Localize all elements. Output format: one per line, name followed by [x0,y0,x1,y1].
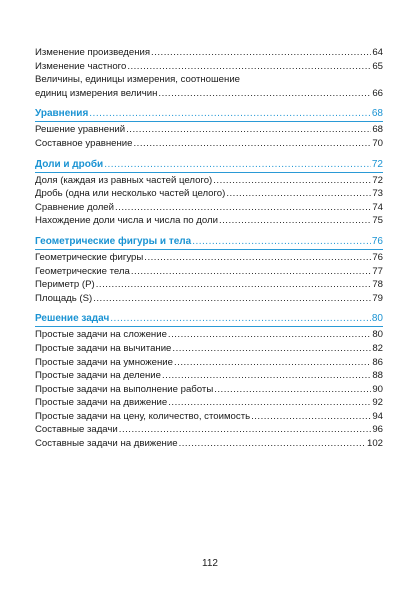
dot-leader [158,87,371,101]
toc-entry[interactable] [35,46,383,60]
dot-leader [131,265,371,279]
toc-entry[interactable] [35,278,383,292]
toc-entry-title: Доля (каждая из равных частей целого) [35,174,213,186]
toc-entry-title: Периметр (P) [35,279,95,291]
toc-entry-title-line1: Величины, единицы измерения, соотношение [35,74,241,86]
toc-entry-page: 74 [372,201,383,213]
toc-entry[interactable] [35,369,383,383]
toc-entry[interactable] [35,342,383,356]
toc-entry-page: 72 [372,174,383,186]
toc-entry-title: Простые задачи на цену, количество, стоимость [35,410,251,422]
toc-entry-page: 79 [372,292,383,304]
toc-entry[interactable] [35,251,383,265]
toc-entry-title: Составные задачи [35,424,118,436]
toc-entry[interactable] [35,423,383,437]
toc-entry[interactable] [35,60,383,74]
toc-entry-page: 77 [372,265,383,277]
toc-entry[interactable] [35,328,383,342]
toc-entry-page: 82 [372,342,383,354]
section-heading-equations[interactable] [35,106,383,122]
toc-entry [35,87,383,101]
toc-entry[interactable] [35,383,383,397]
toc-entry-title: Геометрические фигуры [35,251,144,263]
section-heading-geometry[interactable] [35,234,383,250]
toc-entry-title: Изменение частного [35,60,127,72]
dot-leader [251,410,371,424]
toc-entry-title: Изменение произведения [35,47,151,58]
dot-leader [119,423,372,437]
dot-leader [144,251,371,265]
section-title: Решение задач [35,313,110,325]
dot-leader [213,174,371,188]
toc-entry[interactable] [35,437,383,451]
toc-entry[interactable] [35,265,383,279]
toc-entry-title: Простые задачи на сложение [35,329,167,341]
toc-entry-page: 70 [372,137,383,149]
section-heading-fractions[interactable] [35,157,383,173]
toc-entry-page: 75 [372,215,383,227]
toc-entry-page: 76 [372,251,383,263]
toc-entry-page: 102 [366,438,383,450]
section-title: Доли и дроби [35,158,104,170]
dot-leader [179,437,366,451]
dot-leader [226,187,371,201]
toc-entry-title: Площадь (S) [35,292,93,304]
section-page: 80 [371,313,383,325]
toc-entry-title: Нахождение доли числа и числа по доли [35,215,218,227]
toc-entry-page: 90 [372,383,383,395]
toc-entry-page: 96 [372,424,383,436]
dot-leader [214,383,371,397]
dot-leader [104,157,371,172]
toc-entry-multiline[interactable] [35,73,383,100]
toc-entry-title: Простые задачи на выполнение работы [35,383,214,395]
table-of-contents [35,46,383,451]
toc-entry-page: 88 [372,370,383,382]
toc-entry-title: Простые задачи на деление [35,370,161,382]
toc-entry-title: Составное уравнение [35,137,133,149]
toc-entry[interactable] [35,201,383,215]
dot-leader [110,311,371,326]
toc-entry-title: Дробь (одна или несколько частей целого) [35,188,226,200]
toc-entry-page: 73 [372,188,383,200]
toc-entry[interactable] [35,137,383,151]
section-heading-problems[interactable] [35,311,383,327]
dot-leader [168,328,371,342]
toc-entry-title: Составные задачи на движение [35,438,178,450]
dot-leader [127,60,371,74]
toc-entry[interactable] [35,123,383,137]
dot-leader [134,137,372,151]
dot-leader [151,46,371,60]
dot-leader [162,369,371,383]
toc-entry[interactable] [35,214,383,228]
page-number: 112 [202,558,218,569]
dot-leader [89,106,371,121]
toc-entry-title: Простые задачи на умножение [35,356,173,368]
toc-entry-page: 80 [372,329,383,341]
section-title: Геометрические фигуры и тела [35,235,192,247]
toc-entry-page: 78 [372,279,383,291]
dot-leader [115,201,371,215]
dot-leader [192,234,371,249]
dot-leader [126,123,371,137]
dot-leader [174,356,371,370]
toc-entry-title: единиц измерения величин [35,87,158,99]
toc-entry-title: Простые задачи на вычитание [35,342,172,354]
toc-entry-title: Сравнение долей [35,201,115,213]
section-page: 76 [371,235,383,247]
section-page: 68 [371,108,383,120]
toc-entry-page: 65 [372,60,383,72]
toc-entry-page: 94 [372,410,383,422]
dot-leader [168,396,371,410]
dot-leader [172,342,371,356]
toc-entry-page: 86 [372,356,383,368]
toc-entry[interactable] [35,396,383,410]
toc-entry[interactable] [35,410,383,424]
toc-entry-page: 66 [372,87,383,99]
toc-entry[interactable] [35,356,383,370]
section-page: 72 [371,158,383,170]
toc-entry[interactable] [35,174,383,188]
dot-leader [93,292,371,306]
toc-entry-title: Геометрические тела [35,265,130,277]
toc-entry-page: 64 [372,47,383,58]
toc-entry-page: 92 [372,397,383,409]
toc-entry-page: 68 [372,124,383,136]
dot-leader [96,278,372,292]
toc-entry-title: Решение уравнений [35,124,126,136]
toc-entry[interactable] [35,187,383,201]
section-title: Уравнения [35,108,89,120]
dot-leader [219,214,371,228]
toc-entry[interactable] [35,292,383,306]
toc-entry-title: Простые задачи на движение [35,397,168,409]
